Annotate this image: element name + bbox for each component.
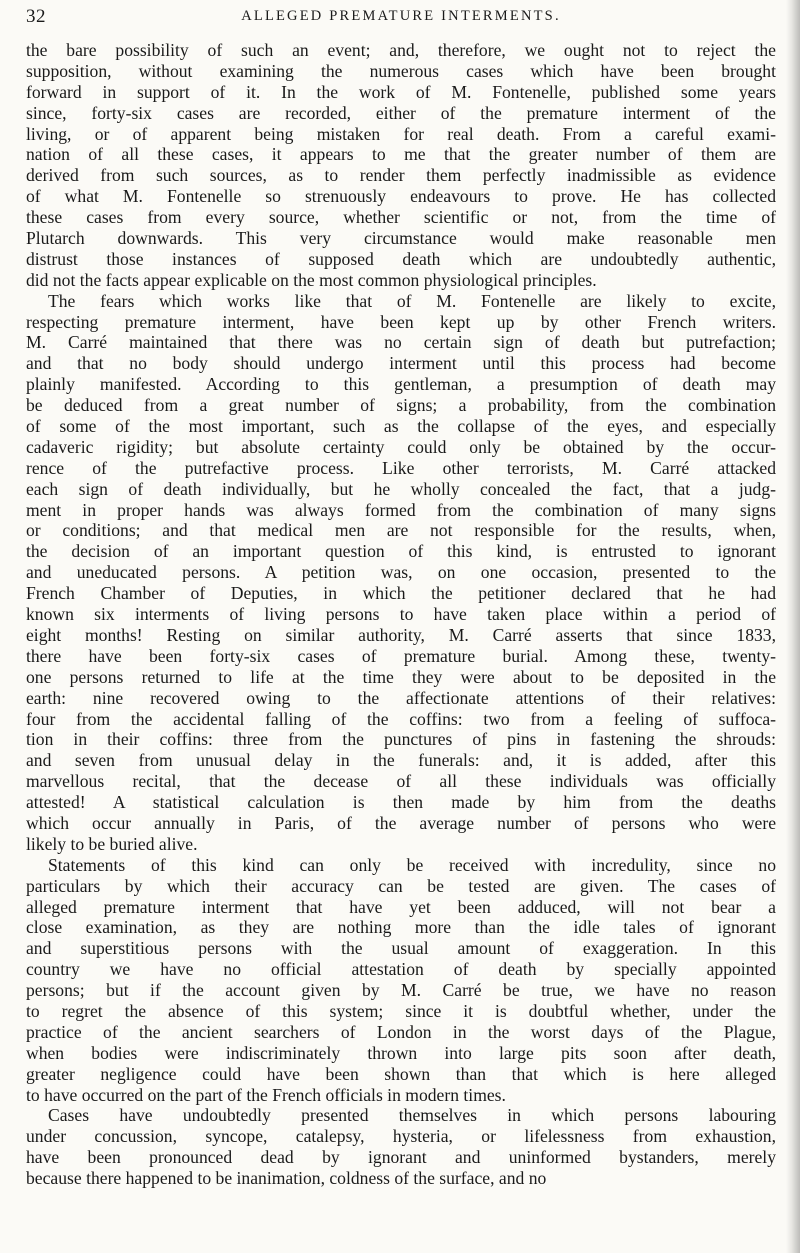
running-title: ALLEGED PREMATURE INTERMENTS.: [241, 8, 561, 24]
text-line: and seven from unusual delay in the funerals: and, it is added, after this: [26, 750, 776, 771]
text-line: ment in proper hands was always formed from the combination of many signs: [26, 499, 776, 520]
text-line: The fears which works like that of M. Fontenelle are likely to excite,: [48, 290, 776, 311]
text-line: plainly manifested. According to this gentleman, a presumption of death may: [26, 374, 776, 395]
text-line: have been pronounced dead by ignorant and uninformed bystanders, merely: [26, 1147, 776, 1168]
page-number: 32: [26, 6, 46, 27]
text-line: since, forty-six cases are recorded, either of the premature interment of the: [26, 102, 776, 123]
text-line: country we have no official attestation of death by specially appointed: [26, 959, 776, 980]
text-line: or conditions; and that medical men are not responsible for the results, when,: [26, 520, 776, 541]
text-line: forward in support of it. In the work of M. Fontenelle, published some years: [26, 81, 776, 102]
text-line: likely to be buried alive.: [26, 833, 198, 854]
text-line: derived from such sources, as to render them perfectly inadmissible as evidence: [26, 165, 776, 186]
text-line: there have been forty-six cases of premature burial. Among these, twenty-: [26, 645, 776, 666]
text-line: be deduced from a great number of signs; a probability, from the combination: [26, 395, 776, 416]
text-line: attested! A statistical calculation is then made by him from the deaths: [26, 792, 776, 813]
text-line: under concussion, syncope, catalepsy, hysteria, or lifelessness from exhaustion,: [26, 1126, 776, 1147]
text-line: of some of the most important, such as the collapse of the eyes, and especially: [26, 416, 776, 437]
text-line: supposition, without examining the numerous cases which have been brought: [26, 60, 776, 81]
text-line: when bodies were indiscriminately thrown into large pits soon after death,: [26, 1042, 776, 1063]
text-line: M. Carré maintained that there was no certain sign of death but putrefaction;: [26, 332, 776, 353]
text-line: close examination, as they are nothing more than the idle tales of ignorant: [26, 917, 776, 938]
text-line: of what M. Fontenelle so strenuously endeavours to prove. He has collected: [26, 186, 776, 207]
text-line: French Chamber of Deputies, in which the petitioner declared that he had: [26, 583, 776, 604]
text-line: greater negligence could have been shown than that which is here alleged: [26, 1063, 776, 1084]
page-edge-shadow: [786, 0, 800, 1253]
text-line: alleged premature interment that have yet been adduced, will not bear a: [26, 896, 776, 917]
text-line: earth: nine recovered owing to the affectionate attentions of their relatives:: [26, 687, 776, 708]
text-line: nation of all these cases, it appears to me that the greater number of them are: [26, 144, 776, 165]
text-line: tion in their coffins: three from the punctures of pins in fastening the shrouds:: [26, 729, 776, 750]
text-line: four from the accidental falling of the coffins: two from a feeling of suffoca-: [26, 708, 776, 729]
text-line: living, or of apparent being mistaken for real death. From a careful exami-: [26, 123, 776, 144]
page-header: [26, 6, 776, 34]
body-text: [26, 40, 776, 1189]
text-line: practice of the ancient searchers of London in the worst days of the Plague,: [26, 1021, 776, 1042]
text-line: each sign of death individually, but he wholly concealed the fact, that a judg-: [26, 478, 776, 499]
text-line: the decision of an important question of this kind, is entrusted to ignorant: [26, 541, 776, 562]
text-line: rence of the putrefactive process. Like other terrorists, M. Carré attacked: [26, 457, 776, 478]
text-line: Statements of this kind can only be received with incredulity, since no: [48, 854, 776, 875]
text-line: cadaveric rigidity; but absolute certainty could only be obtained by the occur-: [26, 436, 776, 457]
text-line: to have occurred on the part of the French officials in modern times.: [26, 1084, 506, 1105]
text-line: Cases have undoubtedly presented themselves in which persons labouring: [48, 1105, 776, 1126]
text-line: and superstitious persons with the usual amount of exaggeration. In this: [26, 938, 776, 959]
text-line: eight months! Resting on similar authority, M. Carré asserts that since 1833,: [26, 624, 776, 645]
text-line: the bare possibility of such an event; and, therefore, we ought not to reject the: [26, 40, 776, 60]
text-line: known six interments of living persons to have taken place within a period of: [26, 604, 776, 625]
text-line: and uneducated persons. A petition was, on one occasion, presented to the: [26, 562, 776, 583]
text-line: persons; but if the account given by M. Carré be true, we have no reason: [26, 980, 776, 1001]
text-line: marvellous recital, that the decease of all these individuals was officially: [26, 771, 776, 792]
text-line: these cases from every source, whether scientific or not, from the time of: [26, 207, 776, 228]
text-line: one persons returned to life at the time they were about to be deposited in the: [26, 666, 776, 687]
text-line: and that no body should undergo interment until this process had become: [26, 353, 776, 374]
text-line: respecting premature interment, have been kept up by other French writers.: [26, 311, 776, 332]
text-line: because there happened to be inanimation, coldness of the surface, and no: [26, 1168, 547, 1189]
text-line: did not the facts appear explicable on the most common physiological principles.: [26, 269, 597, 290]
text-line: to regret the absence of this system; since it is doubtful whether, under the: [26, 1000, 776, 1021]
text-line: particulars by which their accuracy can be tested are given. The cases of: [26, 875, 776, 896]
text-line: which occur annually in Paris, of the average number of persons who were: [26, 812, 776, 833]
text-line: Plutarch downwards. This very circumstance would make reasonable men: [26, 228, 776, 249]
text-line: distrust those instances of supposed death which are undoubtedly authentic,: [26, 248, 776, 269]
